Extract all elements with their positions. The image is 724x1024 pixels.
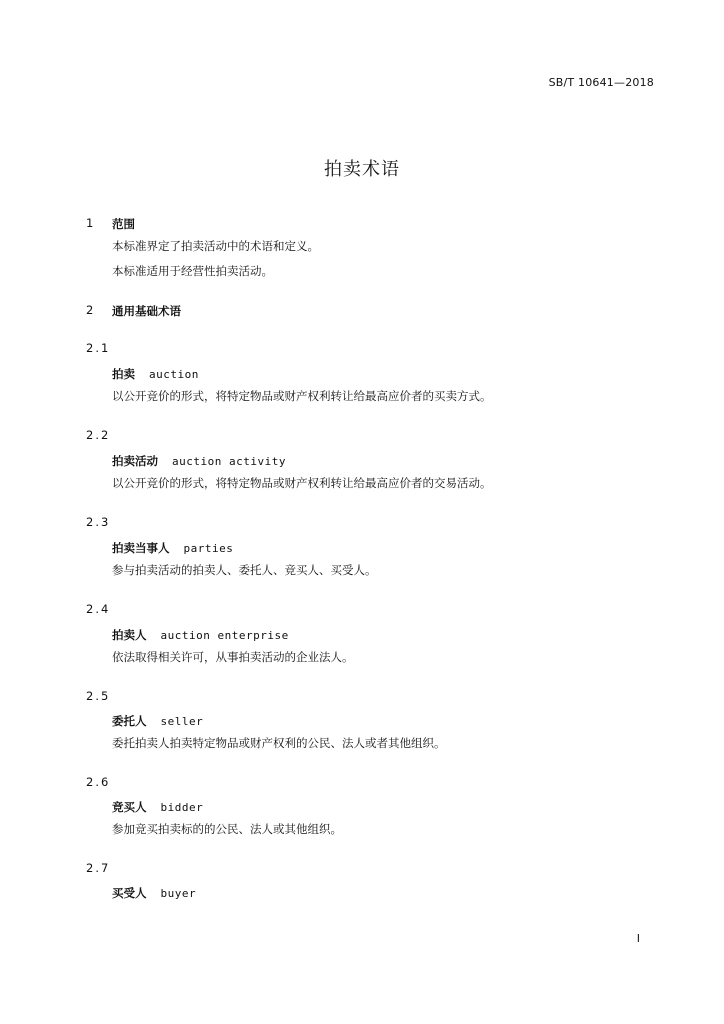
term-chinese: 拍卖	[112, 367, 135, 381]
term-number: 2.1	[86, 341, 111, 355]
term-definition: 依法取得相关许可，从事拍卖活动的企业法人。	[112, 650, 354, 664]
term-definition: 参加竞买拍卖标的的公民、法人或其他组织。	[112, 822, 342, 836]
term-chinese: 委托人	[112, 714, 147, 728]
term-number: 2.7	[86, 861, 111, 875]
page-title: 拍卖术语	[324, 159, 400, 180]
term-entry	[112, 366, 199, 382]
term-definition: 以公开竞价的形式，将特定物品或财产权利转让给最高应价者的交易活动。	[112, 476, 492, 490]
term-number: 2.4	[86, 602, 111, 616]
term-definition: 以公开竞价的形式，将特定物品或财产权利转让给最高应价者的买卖方式。	[112, 389, 492, 403]
term-number: 2.6	[86, 775, 111, 789]
term-entry	[112, 540, 233, 556]
term-english: auction	[149, 368, 199, 381]
term-definition: 参与拍卖活动的拍卖人、委托人、竞买人、买受人。	[112, 563, 377, 577]
section-title: 通用基础术语	[112, 304, 181, 318]
term-chinese: 买受人	[112, 886, 147, 900]
term-entry	[112, 627, 289, 643]
term-entry	[112, 453, 286, 469]
term-english: seller	[160, 715, 204, 728]
term-number: 2.2	[86, 428, 111, 442]
term-entry	[112, 885, 196, 901]
term-chinese: 拍卖活动	[112, 454, 158, 468]
term-number: 2.3	[86, 515, 111, 529]
term-english: auction activity	[172, 455, 286, 468]
term-chinese: 拍卖人	[112, 628, 147, 642]
term-english: bidder	[160, 801, 204, 814]
term-english: auction enterprise	[160, 629, 289, 642]
standard-code: SB/T 10641—2018	[548, 76, 654, 89]
term-chinese: 竞买人	[112, 800, 147, 814]
term-english: parties	[183, 542, 234, 555]
term-definition: 委托拍卖人拍卖特定物品或财产权利的公民、法人或者其他组织。	[112, 736, 446, 750]
term-entry	[112, 799, 203, 815]
term-entry	[112, 713, 203, 729]
section-title: 范围	[112, 217, 135, 231]
page-number: I	[636, 932, 640, 945]
term-number: 2.5	[86, 689, 111, 703]
term-chinese: 拍卖当事人	[112, 541, 170, 555]
section-number: 2	[86, 303, 94, 317]
section-paragraph: 本标准适用于经营性拍卖活动。	[112, 264, 273, 278]
term-english: buyer	[160, 887, 197, 900]
section-number: 1	[86, 216, 94, 230]
section-paragraph: 本标准界定了拍卖活动中的术语和定义。	[112, 239, 319, 253]
